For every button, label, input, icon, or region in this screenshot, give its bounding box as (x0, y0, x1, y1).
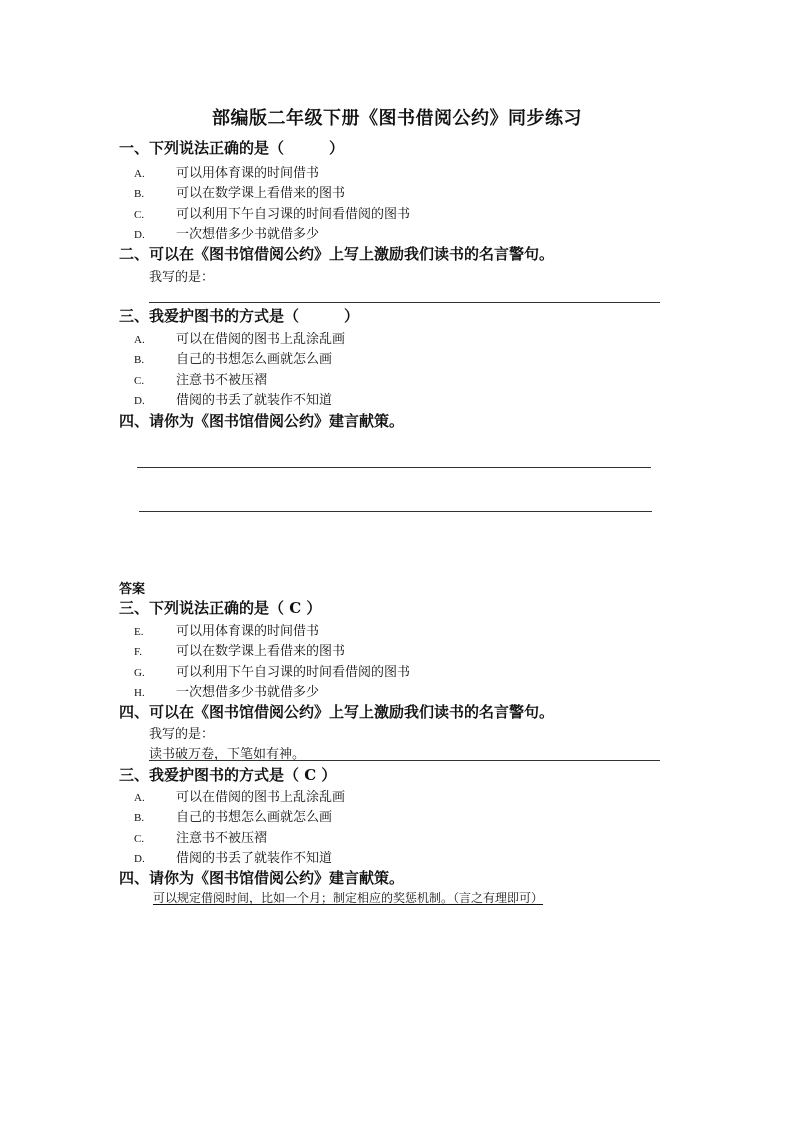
answer-line (137, 467, 651, 468)
quote-answer: 读书破万卷，下笔如有神。 (149, 747, 306, 762)
option-letter: A. (134, 168, 145, 180)
option-b (134, 806, 332, 825)
option-letter: D. (134, 229, 145, 241)
option-text: 可以在借阅的图书上乱涂乱画 (176, 332, 346, 347)
suggestion-answer: 可以规定借阅时间，比如一个月；制定相应的奖惩机制。（言之有理即可） (153, 891, 544, 905)
option-text: 可以利用下午自习课的时间看借阅的图书 (176, 207, 411, 222)
option-d (134, 223, 319, 242)
option-letter: B. (134, 812, 145, 824)
option-e (134, 620, 319, 639)
option-text: 一次想借多少书就借多少 (176, 227, 320, 242)
option-text: 注意书不被压褶 (176, 831, 268, 846)
option-b (134, 182, 345, 201)
option-c (134, 827, 267, 846)
option-text: 注意书不被压褶 (176, 373, 268, 388)
option-d (134, 847, 332, 866)
answer-question-1: 三、下列说法正确的是（ C ） (119, 599, 322, 617)
option-text: 一次想借多少书就借多少 (176, 685, 320, 700)
option-letter: A. (134, 792, 145, 804)
question-1: 一、下列说法正确的是（ ） (119, 139, 345, 157)
option-a (134, 162, 319, 181)
answer-line (139, 511, 652, 512)
option-letter: C. (134, 833, 145, 845)
option-g (134, 661, 410, 680)
option-text: 借阅的书丢了就装作不知道 (176, 393, 333, 408)
option-letter: F. (134, 646, 142, 658)
option-letter: D. (134, 853, 145, 865)
option-letter: B. (134, 188, 145, 200)
option-d (134, 389, 332, 408)
answer-question-3: 三、我爱护图书的方式是（ C ） (119, 766, 337, 784)
option-text: 可以用体育课的时间借书 (176, 624, 320, 639)
question-4: 四、请你为《图书馆借阅公约》建言献策。 (119, 412, 405, 430)
option-letter: D. (134, 395, 145, 407)
answer-prompt: 我写的是： (149, 270, 215, 285)
option-h (134, 681, 319, 700)
option-text: 可以在借阅的图书上乱涂乱画 (176, 790, 346, 805)
option-letter: B. (134, 354, 145, 366)
answers-label: 答案 (119, 582, 146, 597)
option-text: 自己的书想怎么画就怎么画 (176, 352, 333, 367)
option-f (134, 640, 345, 659)
option-text: 可以在数学课上看借来的图书 (176, 644, 346, 659)
option-c (134, 369, 267, 388)
page-title: 部编版二年级下册《图书借阅公约》同步练习 (212, 108, 582, 129)
answer-prompt: 我写的是： (149, 727, 215, 742)
option-a (134, 786, 345, 805)
answer-line (149, 760, 660, 761)
option-a (134, 328, 345, 347)
answer-question-2: 四、可以在《图书馆借阅公约》上写上激励我们读书的名言警句。 (119, 703, 555, 721)
answer-question-4: 四、请你为《图书馆借阅公约》建言献策。 (119, 869, 405, 887)
option-text: 可以利用下午自习课的时间看借阅的图书 (176, 665, 411, 680)
option-text: 可以在数学课上看借来的图书 (176, 186, 346, 201)
option-text: 可以用体育课的时间借书 (176, 166, 320, 181)
question-2: 二、可以在《图书馆借阅公约》上写上激励我们读书的名言警句。 (119, 245, 555, 263)
option-text: 自己的书想怎么画就怎么画 (176, 810, 333, 825)
option-letter: G. (134, 667, 145, 679)
option-letter: A. (134, 334, 145, 346)
question-3: 三、我爱护图书的方式是（ ） (119, 307, 360, 325)
answer-line (149, 302, 660, 303)
option-letter: C. (134, 209, 145, 221)
option-letter: E. (134, 626, 144, 638)
option-letter: H. (134, 687, 145, 699)
option-letter: C. (134, 375, 145, 387)
option-text: 借阅的书丢了就装作不知道 (176, 851, 333, 866)
option-b (134, 348, 332, 367)
option-c (134, 203, 410, 222)
